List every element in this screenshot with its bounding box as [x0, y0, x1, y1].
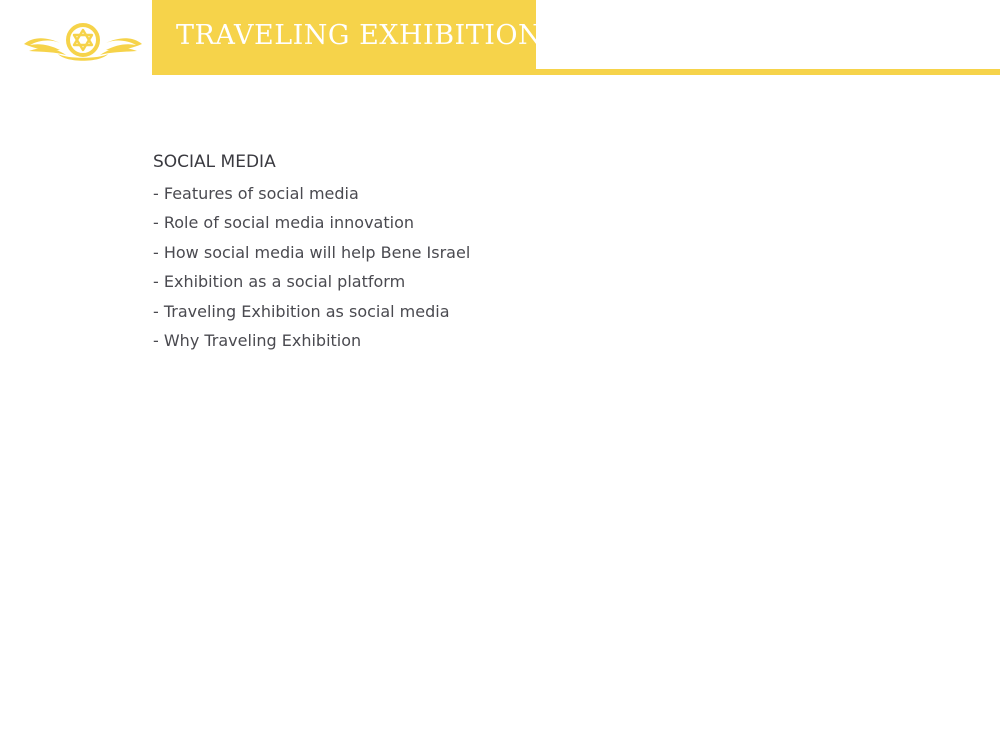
list-item: - How social media will help Bene Israel [153, 242, 471, 262]
section-heading: SOCIAL MEDIA [153, 152, 276, 172]
list-item: - Exhibition as a social platform [153, 272, 406, 292]
page-title: TRAVELING EXHIBITION [176, 20, 543, 51]
list-item: - Features of social media [153, 184, 359, 203]
title-underline [152, 69, 1000, 75]
list-item: - Role of social media innovation [153, 213, 414, 233]
logo [22, 16, 144, 64]
list-item: - Traveling Exhibition as social media [153, 301, 450, 321]
star-of-david-ornament-icon [22, 16, 144, 64]
social-media-section [153, 149, 470, 355]
list-item: - Why Traveling Exhibition [153, 331, 362, 351]
